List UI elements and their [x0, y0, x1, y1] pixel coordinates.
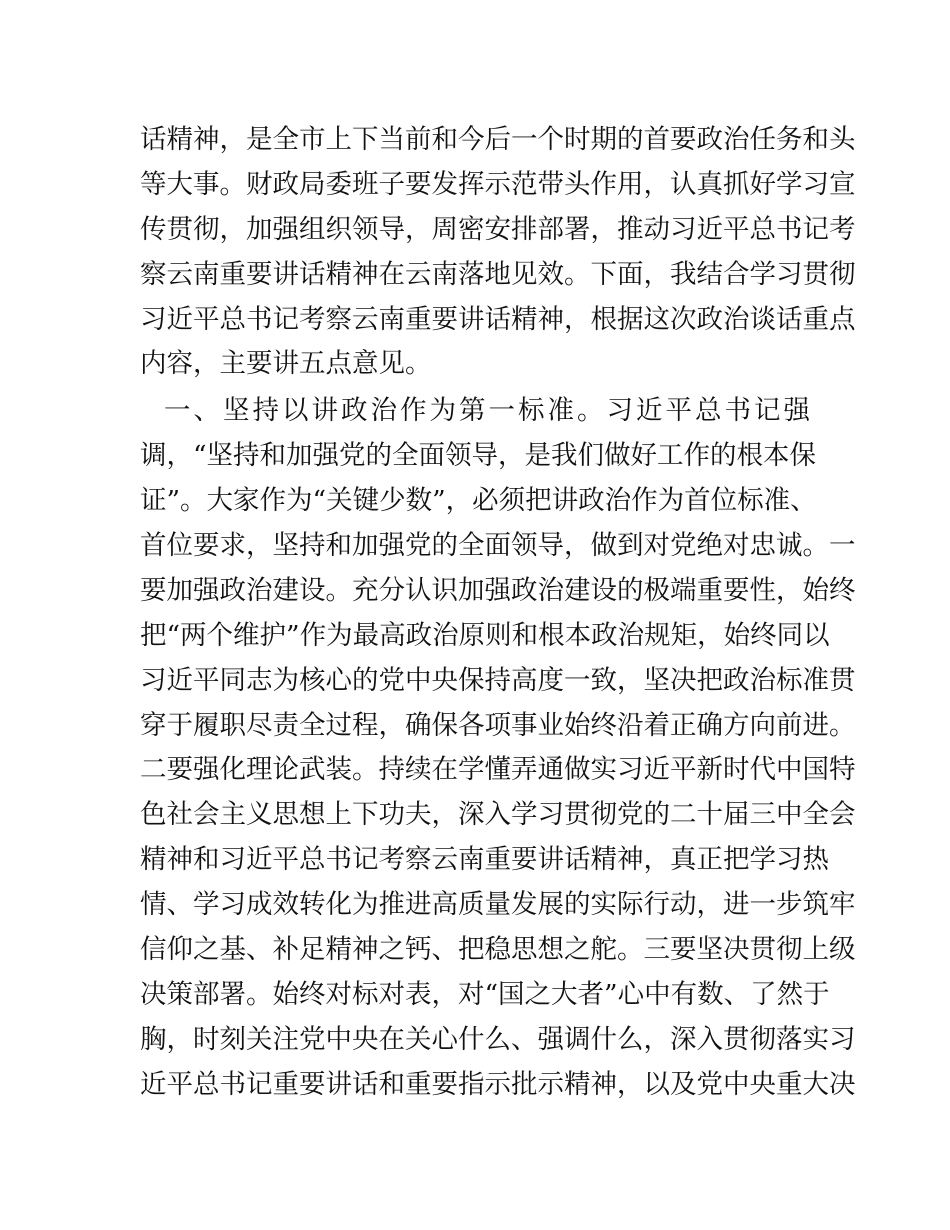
paragraph-section-one — [140, 389, 856, 1107]
text-line: 内容，主要讲五点意见。 — [140, 348, 432, 380]
text-line: 调，“坚持和加强党的全面领导，是我们做好工作的根本保 — [140, 440, 817, 472]
text-line: 察云南重要讲话精神在云南落地见效。下面，我结合学习贯彻 — [140, 258, 856, 290]
text-line: 传贯彻，加强组织领导，周密安排部署，推动习近平总书记考 — [140, 213, 856, 245]
document-page — [140, 118, 856, 1108]
text-line: 胸，时刻关注党中央在关心什么、强调什么，深入贯彻落实习 — [140, 1023, 856, 1055]
text-line: 证”。大家作为“关键少数”，必须把讲政治作为首位标准、 — [140, 485, 817, 517]
paragraph-intro — [140, 118, 856, 387]
text-line: 穿于履职尽责全过程，确保各项事业始终沿着正确方向前进。 — [140, 709, 856, 741]
section-heading-line: 一、坚持以讲政治作为第一标准。习近平总书记强 — [164, 395, 810, 427]
text-line: 话精神，是全市上下当前和今后一个时期的首要政治任务和头 — [140, 124, 856, 155]
text-line: 决策部署。始终对标对表，对“国之大者”心中有数、了然于 — [140, 978, 830, 1010]
text-line: 首位要求，坚持和加强党的全面领导，做到对党绝对忠诚。一 — [140, 530, 856, 562]
text-line: 情、学习成效转化为推进高质量发展的实际行动，进一步筑牢 — [140, 889, 856, 921]
text-line: 要加强政治建设。充分认识加强政治建设的极端重要性，始终 — [140, 574, 856, 606]
text-line: 把“两个维护”作为最高政治原则和根本政治规矩，始终同以 — [140, 619, 830, 651]
text-line: 二要强化理论武装。持续在学懂弄通做实习近平新时代中国特 — [140, 754, 856, 786]
text-line: 精神和习近平总书记考察云南重要讲话精神，真正把学习热 — [140, 844, 829, 876]
text-line: 色社会主义思想上下功夫，深入学习贯彻党的二十届三中全会 — [140, 799, 856, 831]
text-line: 等大事。财政局委班子要发挥示范带头作用，认真抓好学习宣 — [140, 168, 856, 200]
text-line: 近平总书记重要讲话和重要指示批示精神，以及党中央重大决 — [140, 1068, 856, 1100]
text-line: 习近平总书记考察云南重要讲话精神，根据这次政治谈话重点 — [140, 303, 856, 335]
text-line: 信仰之基、补足精神之钙、把稳思想之舵。三要坚决贯彻上级 — [140, 934, 856, 966]
text-line: 习近平同志为核心的党中央保持高度一致，坚决把政治标准贯 — [140, 664, 856, 696]
